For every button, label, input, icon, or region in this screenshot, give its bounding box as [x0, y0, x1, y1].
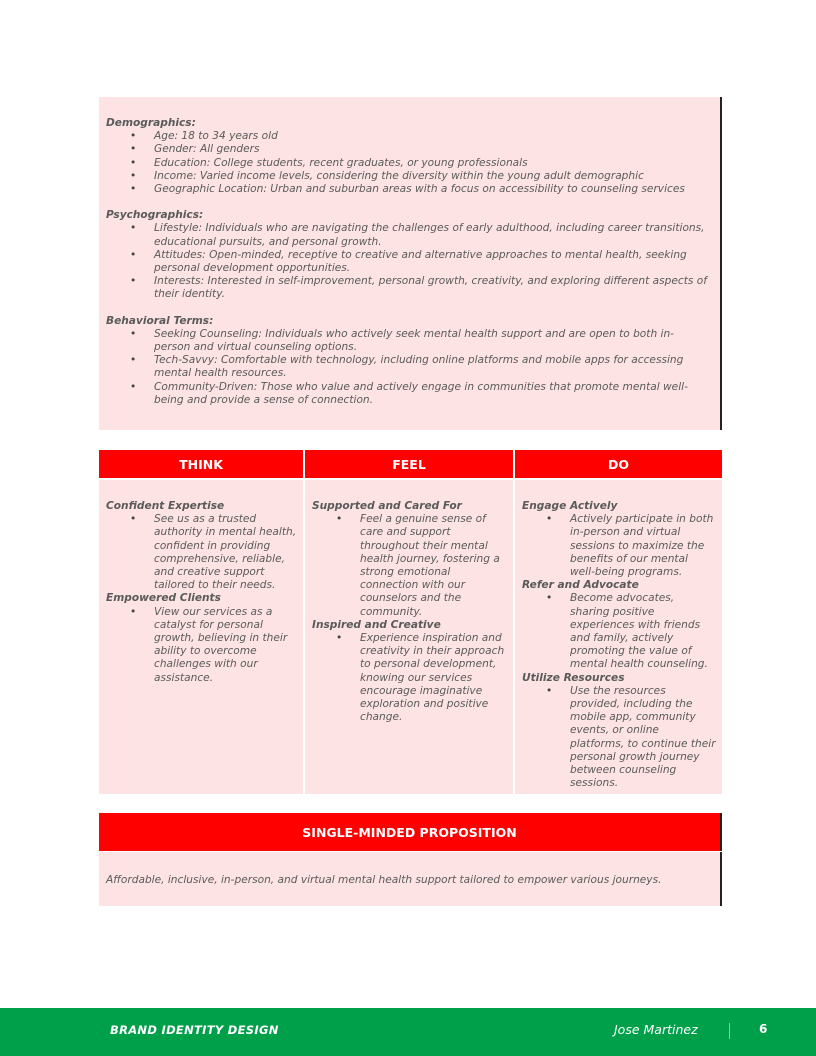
list-item: • Age: 18 to 34 years old: [106, 130, 710, 143]
think-header: THINK: [99, 450, 303, 478]
list-item: • Income: Varied income levels, considering the diversity within the young adult demographic: [106, 170, 710, 183]
demographics-heading: Demographics:: [106, 117, 196, 129]
behavioral-heading: Behavioral Terms:: [106, 314, 214, 327]
list-item: • Geographic Location: Urban and suburban areas with a focus on accessibility to counseling services: [106, 183, 710, 196]
list-item: • See us as a trusted authority in mental health, confident in providing comprehensive, reliable, and creative support tailored to their needs.: [106, 513, 297, 592]
list-item: • Actively participate in both in-person and virtual sessions to maximize the benefits of our mental well-being programs.: [522, 513, 716, 579]
feel-list: [312, 632, 507, 724]
psychographics-list: [106, 222, 710, 301]
think-list: [106, 513, 297, 592]
psychographics-heading: Psychographics:: [106, 209, 204, 222]
behavioral-list: [106, 328, 710, 407]
footer-brand: BRAND IDENTITY DESIGN: [110, 1023, 279, 1037]
behavioral-section: [106, 315, 710, 407]
psychographics-section: [106, 209, 710, 301]
demographics-section: [106, 117, 710, 196]
list-item: • Gender: All genders: [106, 143, 710, 156]
feel-heading: Supported and Cared For: [312, 500, 462, 512]
do-list: [522, 685, 716, 791]
list-item: • Lifestyle: Individuals who are navigating the challenges of early adulthood, including career transitions, educational pursuits, and personal growth.: [106, 222, 710, 248]
feel-heading: Inspired and Creative: [312, 618, 441, 631]
do-list: [522, 592, 716, 671]
list-item: • Education: College students, recent graduates, or young professionals: [106, 157, 710, 170]
list-item: • Feel a genuine sense of care and support throughout their mental health journey, fostering a strong emotional connection with our counselors and the community.: [312, 513, 507, 619]
do-header: DO: [515, 450, 722, 478]
page-number: 6: [759, 1022, 768, 1036]
feel-header: FEEL: [305, 450, 513, 478]
think-heading: Empowered Clients: [106, 592, 221, 605]
page-footer: [0, 1008, 816, 1056]
audience-profile-box: [99, 97, 722, 430]
list-item: • Seeking Counseling: Individuals who actively seek mental health support and are open to both in-person and virtual counseling options.: [106, 328, 710, 354]
demographics-list: [106, 130, 710, 196]
list-item: • Experience inspiration and creativity in their approach to personal development, knowing our services encourage imaginative exploration and positive change.: [312, 632, 507, 724]
footer-author: Jose Martinez: [614, 1022, 698, 1037]
do-list: [522, 513, 716, 579]
feel-list: [312, 513, 507, 619]
proposition-header: SINGLE-MINDED PROPOSITION: [99, 813, 722, 851]
do-heading: Engage Actively: [522, 500, 618, 512]
do-column: [515, 480, 722, 794]
list-item: • Become advocates, sharing positive experiences with friends and family, actively promoting the value of mental health counseling.: [522, 592, 716, 671]
footer-divider: [729, 1023, 730, 1039]
list-item: • Tech-Savvy: Comfortable with technology, including online platforms and mobile apps for accessing mental health resources.: [106, 354, 710, 380]
do-heading: Refer and Advocate: [522, 579, 639, 592]
think-column: [99, 480, 303, 794]
list-item: • Community-Driven: Those who value and actively engage in communities that promote mental well-being and provide a sense of connection.: [106, 381, 710, 407]
list-item: • Use the resources provided, including the mobile app, community events, or online platforms, to continue their personal growth journey between counseling sessions.: [522, 685, 716, 791]
think-heading: Confident Expertise: [106, 500, 225, 512]
feel-column: [305, 480, 513, 794]
list-item: • View our services as a catalyst for personal growth, believing in their ability to overcome challenges with our assistance.: [106, 606, 297, 685]
list-item: • Interests: Interested in self-improvement, personal growth, creativity, and exploring different aspects of their identity.: [106, 275, 710, 301]
do-heading: Utilize Resources: [522, 671, 625, 684]
list-item: • Attitudes: Open-minded, receptive to creative and alternative approaches to mental health, seeking personal development opportunities.: [106, 249, 710, 275]
proposition-text: Affordable, inclusive, in-person, and virtual mental health support tailored to empower various journeys.: [99, 852, 722, 906]
think-list: [106, 606, 297, 685]
